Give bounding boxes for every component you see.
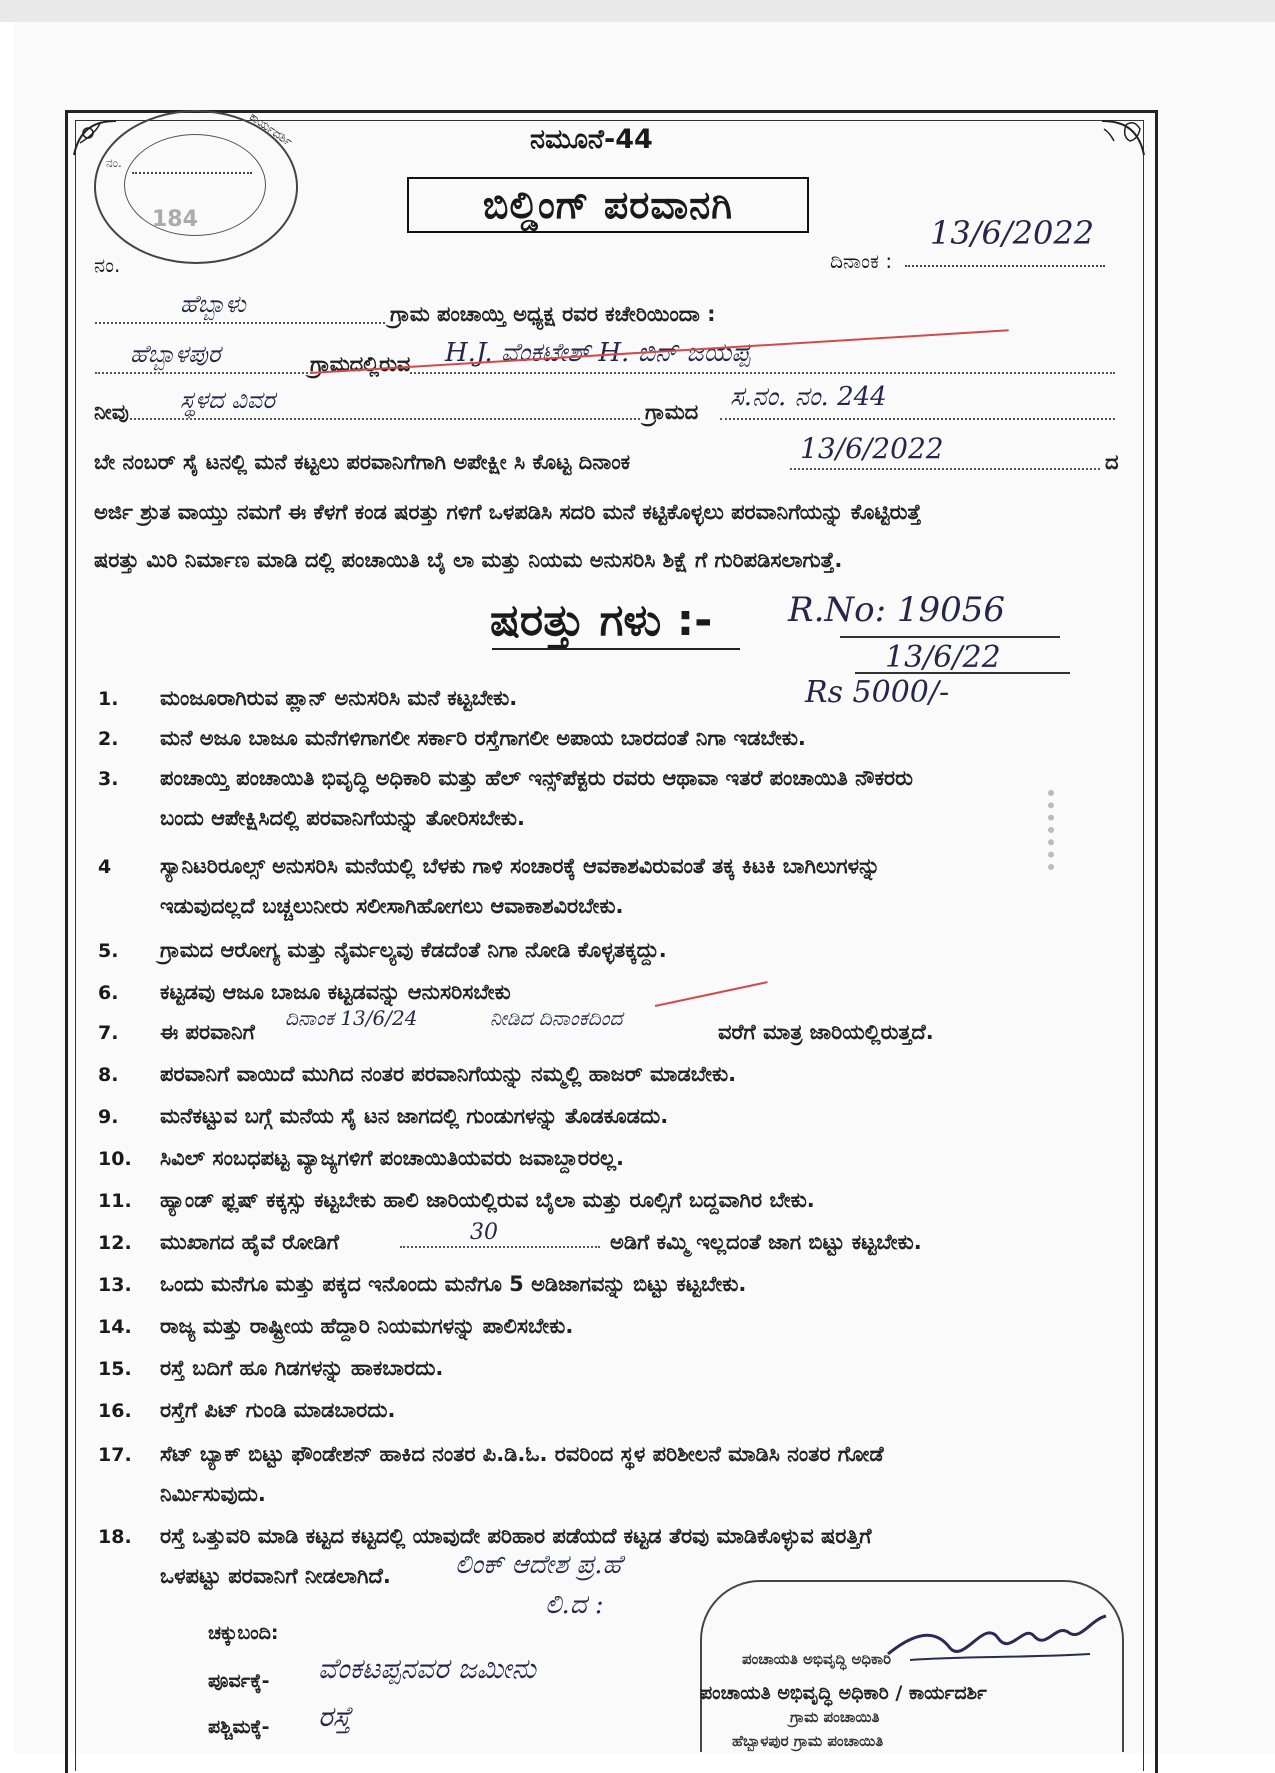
condition-text: ಮನೆ ಅಜೂ ಬಾಜೂ ಮನೆಗಳಿಗಾಗಲೀ ಸರ್ಕಾರಿ ರಸ್ತೆಗಾಗಲೀ ಅಪಾಯ ಬಾರದಂತೆ ನಿಗಾ ಇಡಬೇಕು.: [160, 726, 806, 750]
signatory-designation: ಪಂಚಾಯತಿ ಅಭಿವೃದ್ಧಿ ಅಧಿಕಾರಿ / ಕಾರ್ಯದರ್ಶಿ: [700, 1682, 987, 1704]
condition-number: 17.: [98, 1444, 132, 1466]
condition-number: 3.: [98, 768, 119, 790]
condition-text: ಪರವಾನಿಗೆ ವಾಯಿದೆ ಮುಗಿದ ನಂತರ ಪರವಾನಿಗೆಯನ್ನು ನಮ್ಮಲ್ಲಿ ಹಾಜರ್ ಮಾಡಬೇಕು.: [160, 1062, 737, 1086]
conditions-heading: ಷರತ್ತು ಗಳು :-: [490, 595, 713, 646]
condition-text: ಗ್ರಾಮದ ಆರೋಗ್ಯ ಮತ್ತು ನೈರ್ಮಲ್ಯವು ಕೆಡದೆಂತೆ ನಿಗಾ ನೋಡಿ ಕೊಳ್ಳತಕ್ಕದ್ದು.: [160, 938, 667, 962]
officer-signature: [880, 1598, 1120, 1688]
survey-number-fill: ಸ.ನಂ. ನಂ. 244: [730, 382, 887, 412]
handwritten-note-2: ಲಿ.ದ :: [545, 1590, 604, 1620]
receipt-date: 13/6/22: [885, 640, 1001, 675]
validity-fill-2: ನೀಡಿದ ದಿನಾಂಕದಿಂದ: [490, 1006, 623, 1030]
condition-number: 18.: [98, 1526, 132, 1548]
reference-number-label: ನಂ.: [94, 253, 121, 277]
validity-fill: ದಿನಾಂಕ 13/6/24: [285, 1006, 418, 1030]
date-value: 13/6/2022: [930, 214, 1095, 252]
village-fill: ಹೆಬ್ಬಾಳಪುರ: [130, 340, 221, 368]
document-title: ಬಿಲ್ಡಿಂಗ್ ಪರವಾನಗಿ: [482, 183, 734, 227]
condition-number: 12.: [98, 1232, 132, 1254]
condition-text: ಕಟ್ಟಡವು ಆಜೂ ಬಾಜೂ ಕಟ್ಟಡವನ್ನು ಆನುಸರಿಸಬೇಕು: [160, 980, 511, 1004]
condition-number: 14.: [98, 1316, 132, 1338]
west-boundary-label: ಪಶ್ಚಿಮಕ್ಕೆ-: [208, 1716, 270, 1738]
condition-number: 16.: [98, 1400, 132, 1422]
condition-number: 13.: [98, 1274, 132, 1296]
application-date: 13/6/2022: [800, 432, 944, 465]
condition-text: ಸಿವಿಲ್ ಸಂಬಧಪಟ್ಟ ವ್ಯಾಜ್ಯಗಳಿಗೆ ಪಂಚಾಯಿತಿಯವರು ಜವಾಬ್ದಾರರಲ್ಲ.: [160, 1146, 625, 1170]
form-number: ನಮೂನೆ-44: [530, 124, 653, 155]
paragraph-line-1-end: ದ: [1105, 450, 1119, 474]
condition-text: ರಸ್ತೆ ಬದಿಗೆ ಹೂ ಗಿಡಗಳನ್ನು ಹಾಕಬಾರದು.: [160, 1356, 444, 1380]
condition-number: 8.: [98, 1064, 119, 1086]
scan-top-shade: [0, 0, 1275, 22]
paragraph-line-2: ಅರ್ಜಿ ಶ್ರುತ ವಾಯ್ತು ನಮಗೆ ಈ ಕೆಳಗೆ ಕಂಡ ಷರತ್ತು ಗಳಿಗೆ ಒಳಪಡಿಸಿ ಸದರಿ ಮನೆ ಕಟ್ಟಿಕೊಳ್ಳಲು ಪರವಾನಿಗೆಯನ್ನು ಕೊಟ್ಟಿರುತ್ತೆ: [94, 500, 922, 524]
intro-line-2-label: ಗ್ರಾಮದಲ್ಲಿರುವ: [310, 352, 411, 376]
fee-amount: Rs 5000/-: [805, 675, 950, 710]
east-boundary-label: ಪೂರ್ವಕ್ಕೆ-: [208, 1670, 270, 1692]
title-box: [407, 177, 809, 233]
condition-number: 5.: [98, 940, 119, 962]
condition-number: 9.: [98, 1106, 119, 1128]
seal-number: 184: [152, 207, 198, 232]
receipt-underline-2: [855, 672, 1070, 674]
stamp-line-4: ಹೆಬ್ಬಾಳಪುರ ಗ್ರಾಮ ಪಂಚಾಯಿತಿ: [732, 1732, 884, 1750]
fill-line: [95, 322, 385, 324]
condition-number: 11.: [98, 1190, 132, 1212]
condition-text: ಈ ಪರವಾನಿಗೆ: [160, 1020, 255, 1044]
fill-line: [400, 1246, 600, 1248]
date-label: ದಿನಾಂಕ :: [830, 249, 893, 273]
fill-line: [720, 418, 1115, 420]
condition-text: ಸ್ಯಾನಿಟರಿರೂಲ್ಸ್ ಅನುಸರಿಸಿ ಮನೆಯಲ್ಲಿ ಬೆಳಕು ಗಾಳಿ ಸಂಚಾರಕ್ಕೆ ಆವಕಾಶವಿರುವಂತೆ ತಕ್ಕ ಕಿಟಕಿ ಬಾಗಿಲುಗಳನ್ನು: [160, 854, 881, 878]
condition-text: ಮುಖಾಗದ ಹೈವೆ ರೋಡಿಗೆ: [160, 1230, 339, 1254]
seal-number-label: ನಂ.: [106, 156, 122, 170]
handwritten-note: ಲಿಂಕ್ ಆದೇಶ ಪ್ರ.ಹೆ: [455, 1550, 622, 1580]
fill-line: [95, 372, 1115, 374]
condition-number: 2.: [98, 728, 119, 750]
condition-text: ಮಂಜೂರಾಗಿರುವ ಪ್ಲಾನ್ ಅನುಸರಿಸಿ ಮನೆ ಕಟ್ಟಬೇಕು.: [160, 686, 518, 710]
condition-number: 4: [98, 856, 112, 878]
condition-text-continued: ನಿರ್ಮಿಸುವುದು.: [160, 1482, 266, 1506]
condition-number: 15.: [98, 1358, 132, 1380]
condition-text: ಮನೆಕಟ್ಟುವ ಬಗ್ಗೆ ಮನೆಯ ಸೈ ಟನ ಜಾಗದಲ್ಲಿ ಗುಂಡುಗಳನ್ನು ತೊಡಕೂಡದು.: [160, 1104, 669, 1128]
condition-text-continued: ಬಂದು ಆಪೇಕ್ಷಿಸಿದಲ್ಲಿ ಪರವಾನಿಗೆಯನ್ನು ತೋರಿಸಬೇಕು.: [160, 806, 525, 830]
office-seal: [94, 110, 298, 264]
intro-line-1: ಗ್ರಾಮ ಪಂಚಾಯ್ತಿ ಅಧ್ಯಕ್ಷ ರವರ ಕಚೇರಿಯಿಂದಾ :: [390, 302, 716, 326]
scan-artifact: [1048, 790, 1072, 870]
intro-line-3-text: ಗ್ರಾಮದ: [645, 400, 699, 424]
condition-text: ರಾಜ್ಯ ಮತ್ತು ರಾಷ್ಟ್ರೀಯ ಹೆದ್ದಾರಿ ನಿಯಮಗಳನ್ನು ಪಾಲಿಸಬೇಕು.: [160, 1314, 574, 1338]
condition-text: ಒಂದು ಮನೆಗೂ ಮತ್ತು ಪಕ್ಕದ ಇನೊಂದು ಮನೆಗೂ 5 ಅಡಿಜಾಗವನ್ನು ಬಿಟ್ಟು ಕಟ್ಟಬೇಕು.: [160, 1272, 747, 1296]
condition-text: ರಸ್ತೆಗೆ ಪಿಟ್ ಗುಂಡಿ ಮಾಡಬಾರದು.: [160, 1398, 396, 1422]
condition-text-continued: ಒಳಪಟ್ಟು ಪರವಾನಿಗೆ ನೀಡಲಾಗಿದೆ.: [160, 1564, 391, 1588]
condition-text: ರಸ್ತೆ ಒತ್ತುವರಿ ಮಾಡಿ ಕಟ್ಟದ ಕಟ್ಟದಲ್ಲಿ ಯಾವುದೇ ಪರಿಹಾರ ಪಡೆಯದೆ ಕಟ್ಟಡ ತೆರವು ಮಾಡಿಕೊಳ್ಳುವ ಷರತ್ತಿಗೆ: [160, 1524, 872, 1548]
receipt-number: R.No: 19056: [788, 590, 1006, 630]
paragraph-line-3: ಷರತ್ತು ಮಿರಿ ನಿರ್ಮಾಣ ಮಾಡಿ ದಲ್ಲಿ ಪಂಚಾಯಿತಿ ಬೈ ಲಾ ಮತ್ತು ನಿಯಮ ಅನುಸರಿಸಿ ಶಿಕ್ಷೆ ಗೆ ಗುರಿಪಡಿಸಲಾಗುತ್ತೆ.: [94, 548, 843, 572]
stamp-line-1: ಪಂಚಾಯತಿ ಅಭಿವೃದ್ಧಿ ಅಧಿಕಾರಿ: [742, 1650, 892, 1668]
applicant-name-fill: H.J. ವೆಂಕಟೇಶ್ H. ಬಿನ್ ಜಯಪ್ಪ: [445, 338, 751, 368]
stamp-line-3: ಗ್ರಾಮ ಪಂಚಾಯಿತಿ: [790, 1708, 880, 1726]
condition-text-end: ವರೆಗೆ ಮಾತ್ರ ಜಾರಿಯಲ್ಲಿರುತ್ತದೆ.: [718, 1020, 934, 1044]
condition-text: ಪಂಚಾಯ್ತಿ ಪಂಚಾಯಿತಿ ಭಿವೃದ್ಧಿ ಅಧಿಕಾರಿ ಮತ್ತು ಹೆಲ್ ಇನ್ಸ್‌ಪೆಕ್ಟರು ರವರು ಆಥಾವಾ ಇತರೆ ಪಂಚಾಯಿತಿ ನೌಕರರು: [160, 766, 913, 790]
condition-text: ಸೆಟ್ ಬ್ಯಾಕ್ ಬಿಟ್ಟು ಫೌಂಡೇಶನ್ ಹಾಕಿದ ನಂತರ ಪಿ.ಡಿ.ಓ. ರವರಿಂದ ಸ್ಥಳ ಪರಿಶೀಲನೆ ಮಾಡಿಸಿ ನಂತರ ಗೋಡೆ: [160, 1442, 884, 1466]
boundaries-label: ಚಕ್ಕುಬಂದಿ:: [208, 1622, 279, 1644]
east-boundary-value: ವೆಂಕಟಪ್ಪನವರ ಜಮೀನು: [318, 1652, 536, 1685]
condition-number: 6.: [98, 982, 119, 1004]
receipt-underline: [840, 636, 1060, 638]
site-fill: ಸ್ಥಳದ ವಿವರ: [180, 386, 275, 414]
condition-number: 1.: [98, 688, 119, 710]
corner-ornament-icon: [1096, 115, 1148, 167]
heading-underline: [492, 648, 740, 650]
intro-line-3-label: ನೀವು: [94, 400, 129, 424]
condition-text-end: ಅಡಿಗೆ ಕಮ್ಮಿ ಇಲ್ಲದಂತೆ ಜಾಗ ಬಿಟ್ಟು ಕಟ್ಟಬೇಕು.: [610, 1230, 922, 1254]
condition-number: 7.: [98, 1022, 119, 1044]
fill-line: [790, 468, 1100, 470]
seal-text: ಕಾರ್ಯದರ್ಶಿ: [246, 109, 296, 149]
date-field-line: [905, 265, 1105, 267]
road-setback-fill: 30: [470, 1220, 498, 1245]
fill-line: [130, 418, 640, 420]
condition-text-continued: ಇಡುವುದಲ್ಲದೆ ಬಚ್ಚಲುನೀರು ಸಲೀಸಾಗಿಹೋಗಲು ಆವಾಕಾಶವಿರಬೇಕು.: [160, 894, 624, 918]
paragraph-line-1: ಬೇ ನಂಬರ್ ಸೈ ಟನಲ್ಲಿ ಮನೆ ಕಟ್ಟಲು ಪರವಾನಿಗೆಗಾಗಿ ಅಪೇಕ್ಷೀ ಸಿ ಕೊಟ್ಟ ದಿನಾಂಕ: [94, 450, 631, 474]
west-boundary-value: ರಸ್ತೆ: [318, 1700, 352, 1733]
condition-number: 10.: [98, 1148, 132, 1170]
panchayat-name-fill: ಹೆಬ್ಬಾಳು: [180, 290, 246, 318]
condition-text: ಹ್ಯಾಂಡ್ ಫ್ಲಷ್ ಕಕ್ಕಸ್ಸು ಕಟ್ಟಬೇಕು ಹಾಲಿ ಜಾರಿಯಲ್ಲಿರುವ ಬೈಲಾ ಮತ್ತು ರೂಲ್ಸಿಗೆ ಬದ್ದವಾಗಿರ ಬೇಕು.: [160, 1188, 815, 1212]
